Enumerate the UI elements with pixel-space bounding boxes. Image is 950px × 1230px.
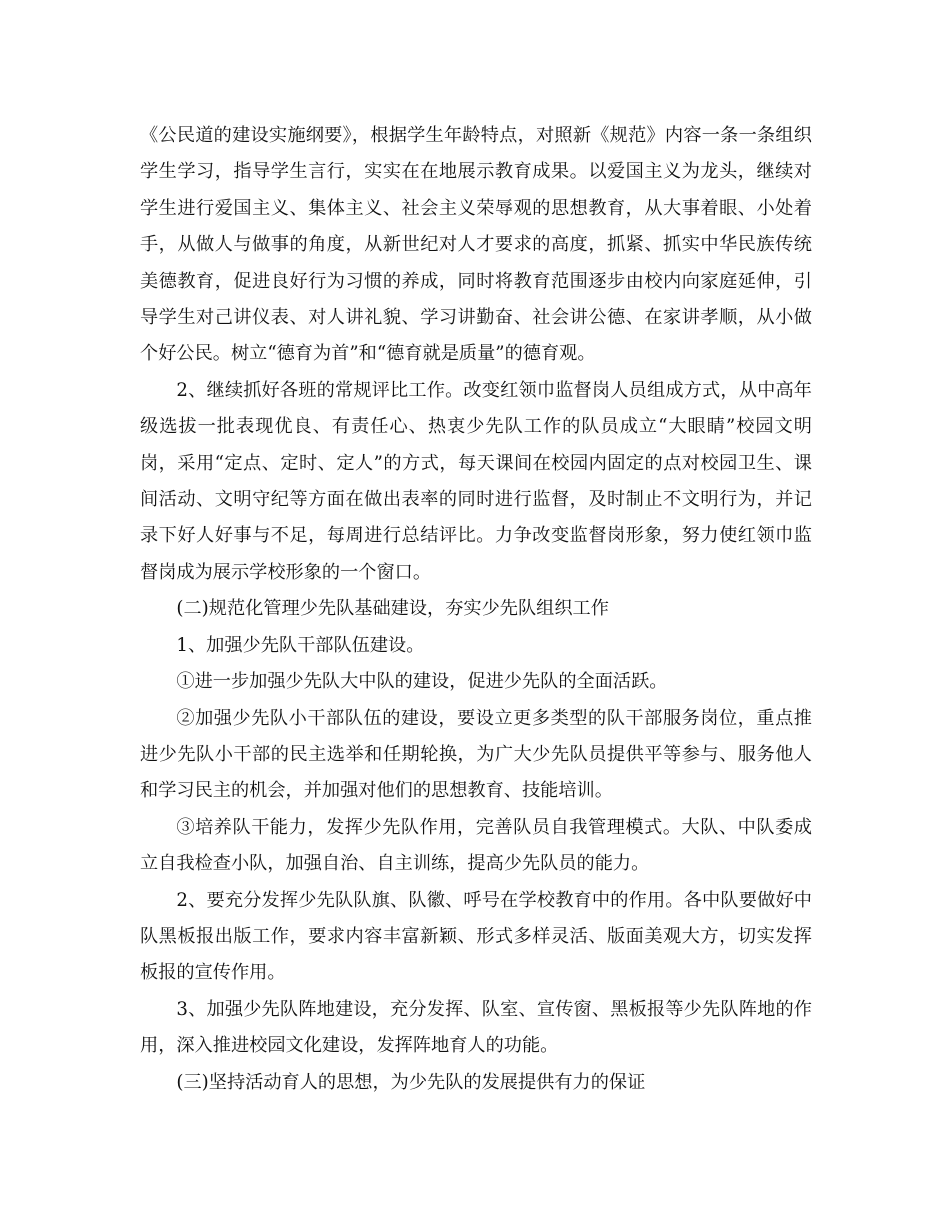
paragraph: 《公民道的建设实施纲要》，根据学生年龄特点，对照新《规范》内容一条一条组织学生学习，指导学生言行，实实在在地展示教育成果。以爱国主义为龙头，继续对学生进行爱国主义、集体主义、社会主义荣辱观的思想教育，从大事着眼、小处着手，从做人与做事的角度，从新世纪对人才要求的高度，抓紧、抓实中华民族传统美德教育，促进良好行为习惯的养成，同时将教育范围逐步由校内向家庭延伸，引导学生对己讲仪表、对人讲礼貌、学习讲勤奋、社会讲公德、在家讲孝顺，从小做个好公民。树立“德育为首”和“德育就是质量”的德育观。 <box>140 125 812 365</box>
document-body <box>140 118 812 1101</box>
paragraph: 3、加强少先队阵地建设，充分发挥、队室、宣传窗、黑板报等少先队阵地的作用，深入推进校园文化建设，发挥阵地育人的功能。 <box>140 998 812 1057</box>
paragraph: 2、继续抓好各班的常规评比工作。改变红领巾监督岗人员组成方式，从中高年级选拔一批表现优良、有责任心、热衷少先队工作的队员成立“大眼睛”校园文明岗，采用“定点、定时、定人”的方式，每天课间在校园内固定的点对校园卫生、课间活动、文明守纪等方面在做出表率的同时进行监督，及时制止不文明行为，并记录下好人好事与不足，每周进行总结评比。力争改变监督岗形象，努力使红领巾监督岗成为展示学校形象的一个窗口。 <box>140 379 812 583</box>
paragraph: 1、加强少先队干部队伍建设。 <box>176 634 425 656</box>
section-heading: (二)规范化管理少先队基础建设，夯实少先队组织工作 <box>176 598 609 620</box>
paragraph: ③培养队干能力，发挥少先队作用，完善队员自我管理模式。大队、中队委成立自我检查小队，加强自治、自主训练，提高少先队员的能力。 <box>140 816 812 875</box>
paragraph: ②加强少先队小干部队伍的建设，要设立更多类型的队干部服务岗位，重点推进少先队小干部的民主选举和任期轮换，为广大少先队员提供平等参与、服务他人和学习民主的机会，并加强对他们的思想教育、技能培训。 <box>140 707 812 802</box>
paragraph: 2、要充分发挥少先队队旗、队徽、呼号在学校教育中的作用。各中队要做好中队黑板报出版工作，要求内容丰富新颖、形式多样灵活、版面美观大方，切实发挥板报的宣传作用。 <box>140 889 812 984</box>
paragraph: ①进一步加强少先队大中队的建设，促进少先队的全面活跃。 <box>176 671 668 693</box>
section-heading: (三)坚持活动育人的思想，为少先队的发展提供有力的保证 <box>176 1071 646 1093</box>
